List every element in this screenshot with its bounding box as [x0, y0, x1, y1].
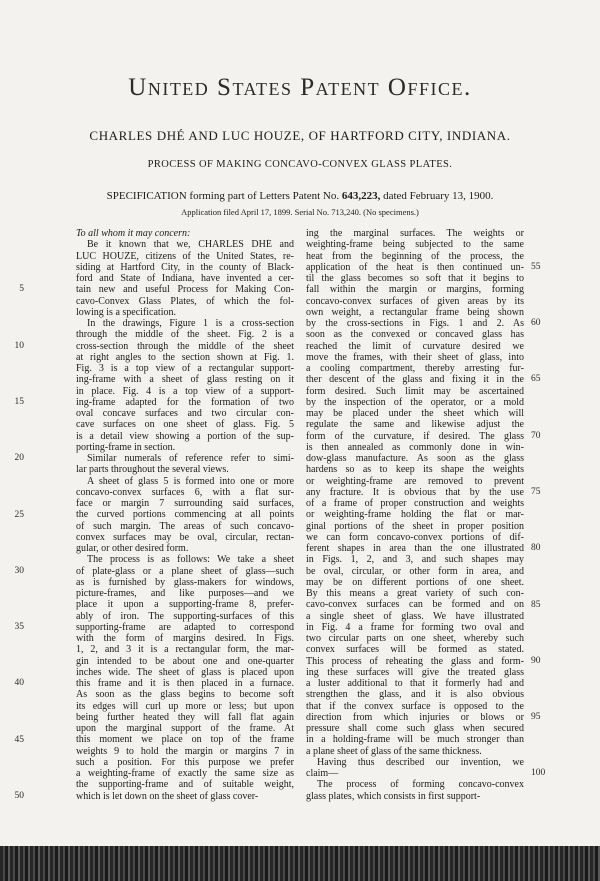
text-line: its edges will curl up more or less; but upon	[76, 700, 294, 712]
text-line: or weighting-frame are removed to prevent	[306, 475, 524, 487]
line-number: 95	[531, 712, 541, 723]
text-line: claim—	[306, 768, 339, 779]
text-line: Be it known that we, CHARLES DHÉ and	[87, 239, 294, 251]
line-number: 35	[14, 622, 24, 633]
text-line: cavo-convex surfaces can be formed and on	[306, 599, 524, 611]
line-number: 25	[14, 509, 24, 520]
text-line: fall within the margin or margins, forming	[306, 284, 524, 296]
office-title: United States Patent Office.	[128, 74, 472, 101]
text-line: ing these surfaces will give the treated glass	[306, 666, 524, 678]
line-number: 85	[531, 599, 541, 610]
text-line: a weighting-frame of exactly the same size as	[76, 768, 294, 779]
text-line: own weight, a rectangular frame being shown	[306, 306, 524, 318]
text-line: By this means a great variety of such con-	[306, 588, 524, 599]
line-number: 15	[14, 396, 24, 407]
text-line: LUC HOUZE, citizens of the United States, re-	[76, 250, 294, 262]
text-line: is then annealed as commonly done in win-	[306, 441, 524, 453]
line-number: 50	[14, 791, 24, 801]
right-column	[306, 228, 524, 802]
text-line: direction from which injuries or blows or	[306, 711, 524, 723]
text-line: To all whom it may concern:	[76, 228, 191, 239]
text-line: any fracture. It is obvious that by the use	[306, 486, 524, 498]
text-line: cavo-Convex Glass Plates, of which the fol-	[76, 295, 294, 307]
line-number: 30	[14, 565, 24, 576]
text-line: gular, or other desired form.	[76, 543, 189, 554]
line-number: 20	[14, 453, 24, 464]
text-line: lowing is a specification.	[76, 306, 176, 318]
text-line: dow-glass manufacture. As soon as the glass	[306, 453, 524, 464]
text-line: strengthen the glass, and it is also obvious	[306, 689, 524, 701]
text-line: cross-section through the middle of the sheet	[76, 340, 294, 352]
text-line: soon as the convexed or concaved glass has	[306, 329, 524, 341]
text-line: ing-frame with a sheet of glass resting on it	[76, 374, 294, 386]
text-line: This process of reheating the glass and form-	[306, 655, 524, 667]
text-line: which is let down on the sheet of glass cover-	[76, 790, 259, 802]
text-line: hardens so as to keep its shape the weights	[306, 464, 524, 476]
text-line: of a frame of proper construction and weights	[306, 498, 524, 509]
application-line: Application filed April 17, 1899. Serial No. 713,240. (No specimens.)	[181, 207, 419, 217]
text-line: may be placed under the sheet which will	[306, 408, 524, 419]
text-line: may be on different portions of one sheet.	[306, 576, 524, 588]
patent-number: 643,223,	[341, 190, 381, 202]
line-number: 80	[531, 543, 541, 554]
text-line: gin intended to be about one and one-quarter	[76, 655, 294, 667]
line-number: 65	[531, 374, 541, 385]
line-number: 70	[531, 430, 541, 441]
text-line: picture-frames, and like purposes—and we	[76, 588, 294, 599]
line-number: 45	[14, 734, 24, 745]
text-line: this frame and it is then placed in a furnace.	[76, 678, 294, 689]
text-line: the supporting-frame and of suitable weight,	[76, 779, 294, 791]
text-line: such a position. For this purpose we prefer	[76, 756, 294, 768]
inventors-line: CHARLES DHÉ AND LUC HOUZE, OF HARTFORD CITY, INDIANA.	[89, 128, 511, 143]
process-title: PROCESS OF MAKING CONCAVO-CONVEX GLASS PLATES.	[147, 159, 453, 170]
text-line: by the cross-sections in Figs. 1 and 2. As	[306, 318, 524, 329]
text-line: regulate the same and likewise adjust the	[306, 419, 524, 431]
text-line: The process is as follows: We take a sheet	[87, 554, 294, 566]
text-line: ginal portions of the sheet in proper position	[306, 520, 524, 532]
text-line: concavo-convex surfaces 6, with a flat sur-	[76, 486, 294, 498]
text-line: ther descent of the glass and fixing it in the	[306, 374, 524, 386]
text-line: at right angles to the section shown at Fig. 1.	[76, 351, 294, 363]
text-line: through the middle of the sheet. Fig. 2 is a	[76, 329, 294, 341]
text-line: as is furnished by glass-makers for windows,	[76, 576, 294, 588]
text-line: face or margin 7 surrounding said surfaces,	[76, 498, 294, 509]
text-line: of such margin. The areas of such concavo-	[76, 520, 294, 532]
text-line: ing-frame adapted for the formation of two	[76, 396, 294, 408]
text-line: heat from the beginning of the process, the	[306, 250, 524, 262]
line-number: 75	[531, 486, 541, 497]
text-line: As soon as the glass begins to become soft	[76, 689, 294, 701]
text-line: the curved portions commencing at all points	[76, 509, 294, 521]
text-line: of plate-glass or a plane sheet of glass—such	[76, 565, 294, 577]
text-line: with the form of margins desired. In Figs.	[76, 633, 294, 644]
text-line: siding at Hartford City, in the county of Black-	[76, 261, 294, 273]
text-line: two circular parts on one sheet, whereby such	[306, 633, 524, 644]
text-line: Fig. 3 is a top view of a rectangular support-	[76, 363, 294, 374]
text-line: a plane sheet of glass of the same thickness.	[306, 745, 482, 757]
text-line: inches wide. The sheet of glass is placed upon	[76, 666, 294, 678]
text-line: Having thus described our invention, we	[317, 756, 524, 768]
text-line: this moment we place on top of the frame	[76, 734, 294, 746]
text-line: supporting-frame are adapted to correspond	[76, 621, 294, 633]
text-line: move the frames, with their sheet of glass, into	[306, 351, 524, 363]
line-number: 10	[14, 340, 24, 351]
text-line: til the glass becomes so soft that it begins to	[306, 273, 524, 284]
text-line: lar parts throughout the several views.	[76, 464, 229, 476]
text-line: A sheet of glass 5 is formed into one or more	[87, 475, 294, 487]
text-line: The process of forming concavo-convex	[317, 779, 524, 791]
line-number: 60	[531, 318, 541, 329]
text-line: in a holding-frame will be much stronger than	[306, 734, 524, 746]
text-line: porting-frame in section.	[76, 441, 176, 453]
text-line: a single sheet of glass. We have illustrated	[306, 610, 524, 622]
text-line: by the inspection of the operator, or a mold	[306, 396, 524, 408]
text-line: weighting-frame being subjected to the same	[306, 239, 524, 251]
text-line: ferent shapes in area than the one illustrated	[306, 543, 524, 554]
text-line: form of the curvature, if desired. The glass	[306, 430, 524, 442]
text-line: a cooling compartment, thereby arresting fur-	[306, 363, 524, 374]
text-line: ing the marginal surfaces. The weights or	[306, 228, 524, 239]
text-line: in Figs. 1, 2, and 3, and such shapes may	[306, 554, 524, 566]
specification-line	[0, 190, 600, 202]
text-line: reached the limit of curvature desired we	[306, 340, 524, 352]
text-line: weights 9 to hold the margin or margins 7 in	[76, 745, 294, 757]
text-line: cave surfaces on one sheet of glass. Fig. 5	[76, 419, 294, 431]
text-line: convex surfaces may be oval, circular, rectan-	[76, 531, 294, 543]
text-line: tain new and useful Process for Making Con-	[76, 284, 294, 296]
line-number: 100	[531, 768, 546, 779]
line-number: 5	[19, 284, 24, 295]
text-line: be oval, circular, or other form in area, and	[306, 565, 524, 577]
left-column	[76, 228, 294, 802]
text-line: 1, 2, and 3 it is a rectangular form, the mar-	[76, 644, 294, 656]
text-line: place it upon a supporting-frame 8, prefer-	[76, 599, 294, 611]
text-line: is a detail view showing a portion of the sup-	[76, 430, 294, 442]
text-line: concavo-convex surfaces of given areas by its	[306, 295, 524, 307]
text-line: a luster additional to that it formerly had and	[306, 678, 524, 689]
text-line: ably of iron. The supporting-surfaces of this	[76, 610, 294, 622]
text-line: ford and State of Indiana, have invented a cer-	[76, 273, 294, 284]
text-line: upon the marginal support of the frame. At	[76, 723, 294, 734]
text-line: In the drawings, Figure 1 is a cross-section	[87, 318, 294, 329]
text-line: pressure shall come such glass when secured	[306, 723, 524, 734]
text-line: convex surfaces will be formed as stated.	[306, 644, 524, 656]
spec-date: dated February 13, 1900.	[383, 190, 494, 202]
scan-edge-bar	[0, 846, 600, 881]
spec-prefix: SPECIFICATION forming part of Letters Patent No.	[106, 190, 340, 202]
text-line: that if the convex surface is opposed to the	[306, 700, 524, 712]
text-line: application of the heat is then continued un-	[306, 261, 524, 273]
text-line: oval concave surfaces and two circular con-	[76, 408, 294, 419]
text-line: in Fig. 4 a frame for forming two oval and	[306, 621, 524, 633]
text-line: glass plates, which consists in first support-	[306, 790, 481, 802]
text-line: Similar numerals of reference refer to simi-	[87, 453, 294, 464]
text-line: we can form concavo-convex portions of dif-	[306, 531, 524, 543]
text-line: or weighting-frame holding the flat or mar-	[306, 509, 524, 521]
line-number: 55	[531, 261, 541, 272]
text-line: being further heated they will fall flat again	[76, 711, 294, 723]
line-number: 90	[531, 655, 541, 666]
text-line: form desired. Such limit may be ascertained	[306, 385, 524, 397]
line-number: 40	[14, 678, 24, 689]
text-line: in place. Fig. 4 is a top view of a support-	[76, 385, 294, 397]
